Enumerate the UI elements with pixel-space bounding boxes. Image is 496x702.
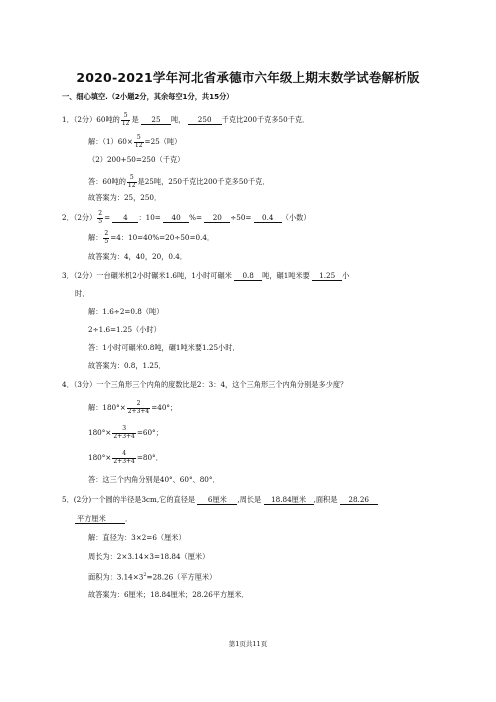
q2-sol-text-a: 解： — [88, 233, 103, 242]
q2-text-f: （小数） — [281, 213, 311, 222]
q3-solution-1: 解：1.6÷2=0.8（吨） — [88, 307, 164, 316]
q3-question-cont: 时． — [75, 289, 90, 298]
q3-text-a: 3．（2分）一台碾米机2小时碾米1.6吨，1小时可碾米 — [62, 271, 232, 280]
q2-text-b: = — [104, 213, 111, 222]
q1-answer-statement — [88, 175, 270, 189]
q4-sol2-fraction — [112, 426, 136, 440]
q4-solution-1 — [88, 401, 177, 415]
q4-sol2-text-b: =60°； — [136, 428, 163, 437]
q2-text-a: 2．（2分） — [62, 213, 97, 222]
q3-text-c: 小 — [342, 271, 350, 280]
q2-fraction — [97, 211, 103, 225]
q1-frac-num: 5 — [121, 113, 131, 121]
q5-question-cont — [75, 514, 132, 524]
q3-answer-blank-1: 0.8 — [234, 271, 262, 281]
q4-sol3-frac-den: 2+3+4 — [113, 457, 135, 465]
q5-solution-1: 解：直径为：3×2=6（厘米） — [88, 533, 186, 542]
q4-solution-2 — [88, 426, 163, 440]
q1-answer-blank-1: 25 — [141, 115, 171, 125]
q1-answer-blank-2: 250 — [188, 115, 222, 125]
q2-text-e: ÷50= — [230, 213, 252, 222]
q4-sol3-text-b: =80°． — [136, 453, 163, 462]
q2-frac-den: 5 — [98, 217, 103, 225]
q4-sol1-frac-num: 2 — [127, 401, 151, 409]
q5-text-a: 5．(2分)一个圆的半径是3cm,它的直径是 — [62, 495, 196, 504]
q5-sol3-text-a: 面积为：3.14×3 — [88, 572, 144, 582]
q3-solution-2: 2÷1.6=1.25（小时） — [88, 325, 161, 334]
q2-final-answer: 故答案为：4，40，20，0.4． — [88, 252, 187, 261]
q1-solution-1 — [88, 135, 181, 149]
q1-ans-frac-num: 5 — [127, 175, 137, 183]
q4-sol2-text-a: 180°× — [88, 428, 112, 437]
q3-question — [62, 271, 349, 281]
q4-solution-3 — [88, 451, 163, 465]
page-footer: 第1页共11页 — [228, 640, 268, 648]
q5-answer-blank-3: 28.26 — [340, 495, 378, 505]
q1-sol-fraction — [134, 135, 144, 149]
q5-sol3-text-b: =28.26（平方厘米） — [146, 572, 217, 582]
q5-text-b: ,周长是 — [237, 495, 262, 504]
q5-answer-blank-1: 6厘米 — [197, 495, 237, 505]
q1-sol1-text-b: =25（吨） — [144, 137, 182, 146]
q2-question — [62, 211, 311, 225]
q5-text-d: ． — [125, 514, 133, 523]
q1-sol-frac-num: 5 — [134, 135, 144, 143]
q2-sol-text-b: =4：10=40%=20÷50=0.4． — [110, 233, 215, 242]
q4-sol1-frac-den: 2+3+4 — [127, 407, 150, 415]
q3-answer-statement: 答：1小时可碾米0.8吨，碾1吨米要1.25小时． — [88, 343, 240, 352]
q1-sol-frac-den: 12 — [134, 141, 143, 149]
q5-answer-blank-4: 平方厘米 — [75, 514, 125, 524]
q2-answer-blank-3: 20 — [204, 213, 230, 223]
q1-final-answer: 故答案为：25，250． — [88, 193, 162, 202]
q5-answer-blank-2: 18.84厘米 — [264, 495, 314, 505]
q4-sol1-text-a: 解：180°× — [88, 403, 126, 412]
q1-text-b: 是 — [131, 115, 139, 124]
q1-ans-frac-den: 12 — [127, 181, 136, 189]
q4-sol2-frac-num: 3 — [112, 426, 136, 434]
q1-ans-text-a: 答：60吨的 — [88, 177, 126, 186]
q1-text-d: 千克比200千克多50千克． — [221, 115, 310, 124]
q2-sol-frac-num: 2 — [104, 230, 109, 237]
q3-final-answer: 故答案为：0.8，1.25． — [88, 361, 166, 370]
q4-answer-statement: 答：这三个内角分别是40°、60°、80°． — [88, 475, 220, 484]
q2-sol-fraction — [103, 231, 109, 245]
q4-sol2-frac-den: 2+3+4 — [113, 432, 135, 440]
q1-ans-text-b: 是25吨，250千克比200千克多50千克． — [137, 177, 270, 186]
q1-text-c: 吨， — [170, 115, 186, 124]
q4-sol3-frac-num: 4 — [112, 451, 136, 459]
q5-question — [62, 495, 378, 505]
q5-sol3-superscript: 2 — [143, 572, 147, 578]
q1-ans-fraction — [127, 175, 137, 189]
q1-question — [62, 113, 309, 127]
q4-sol1-fraction — [127, 401, 151, 415]
q4-sol3-text-a: 180°× — [88, 453, 112, 462]
q1-sol1-text-a: 解：（1）60× — [88, 137, 133, 146]
q4-sol1-text-b: =40°； — [151, 403, 178, 412]
q2-sol-frac-den: 5 — [104, 237, 109, 245]
q2-text-c: ：10= — [138, 213, 161, 222]
q2-answer-blank-1: 4 — [112, 213, 138, 223]
q5-solution-2: 周长为：2×3.14×3=18.84（厘米） — [88, 552, 210, 561]
q4-question: 4．（3分）一个三角形三个内角的度数比是2：3：4，这个三角形三个内角分别是多少度？ — [62, 380, 348, 389]
q5-text-c: ,面积是 — [313, 495, 338, 504]
q2-solution — [88, 231, 214, 245]
q4-sol3-fraction — [112, 451, 136, 465]
q2-answer-blank-2: 40 — [163, 213, 189, 223]
q2-text-d: %= — [189, 213, 202, 222]
q1-text-a: 1．（2分）60吨的 — [62, 115, 120, 124]
q1-frac-den: 12 — [121, 119, 130, 127]
q3-text-b: 吨，碾1吨米要 — [262, 271, 310, 280]
document-title: 2020-2021学年河北省承德市六年级上期末数学试卷解析版 — [76, 70, 420, 85]
q5-solution-3 — [88, 571, 216, 581]
q1-solution-2: （2）200+50=250（千克） — [88, 155, 185, 164]
q2-frac-num: 2 — [98, 210, 103, 217]
q1-fraction — [121, 113, 131, 127]
q3-answer-blank-2: 1.25 — [312, 271, 342, 281]
q2-answer-blank-4: 0.4 — [254, 213, 282, 223]
section-heading: 一、细心填空.（2小题2分，其余每空1分，共15分） — [62, 92, 234, 101]
q5-final-answer: 故答案为：6厘米；18.84厘米；28.26平方厘米． — [88, 590, 249, 599]
